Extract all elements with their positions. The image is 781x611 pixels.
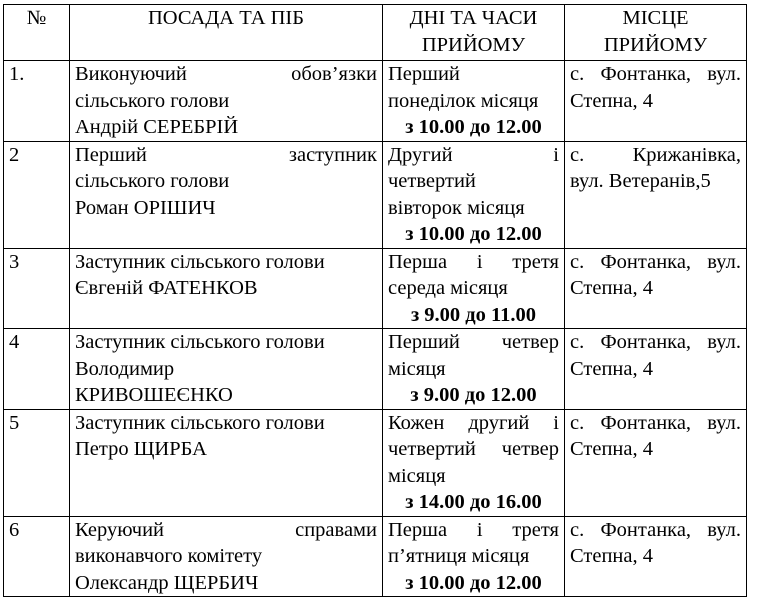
reception-schedule-table	[3, 4, 747, 597]
position-cell	[70, 141, 383, 248]
person-name: Роман ОРІШИЧ	[75, 196, 216, 219]
row-number: 5	[9, 411, 20, 434]
reception-time-cell	[383, 329, 565, 410]
reception-days-line: понеділок місяця	[388, 89, 539, 112]
reception-place-line: с. Фонтанка, вул.	[570, 331, 741, 353]
reception-hours: з 14.00 до 16.00	[405, 491, 542, 513]
row-number-cell	[4, 516, 70, 597]
position-line: Заступник сільського голови	[75, 331, 325, 353]
reception-hours: з 10.00 до 12.00	[405, 116, 542, 138]
position-line: сільського голови	[75, 89, 230, 112]
header-time-line2: ПРИЙОМУ	[421, 33, 526, 56]
reception-place-cell	[565, 248, 747, 329]
reception-time-cell	[383, 248, 565, 329]
reception-place-line: Степна, 4	[570, 438, 654, 460]
reception-place-cell	[565, 329, 747, 410]
header-num-text: №	[26, 7, 47, 29]
person-name: КРИВОШЕЄНКО	[75, 384, 233, 406]
row-number: 3	[9, 250, 20, 273]
header-row	[4, 5, 747, 61]
position-line: Перший заступник	[75, 143, 377, 166]
row-number: 2	[9, 143, 20, 166]
reception-place-line: Степна, 4	[570, 89, 654, 112]
position-cell	[70, 409, 383, 516]
reception-time-cell	[383, 141, 565, 248]
table-row	[4, 141, 747, 248]
reception-days-line: місяця	[388, 464, 446, 487]
header-time	[383, 5, 565, 61]
person-name: Євгеній ФАТЕНКОВ	[75, 277, 258, 299]
table-row	[4, 409, 747, 516]
reception-place-line: с. Фонтанка, вул.	[570, 518, 741, 541]
reception-place-line: Степна, 4	[570, 277, 654, 299]
row-number-cell	[4, 248, 70, 329]
row-number: 4	[9, 331, 20, 353]
reception-days-line: Перший	[388, 63, 460, 85]
person-name: Олександр ЩЕРБИЧ	[75, 571, 259, 594]
reception-days-line: вівторок місяця	[388, 196, 525, 219]
reception-time-cell	[383, 409, 565, 516]
row-number-cell	[4, 329, 70, 410]
reception-hours: з 9.00 до 11.00	[410, 303, 537, 326]
reception-days-line: Перша і третя	[388, 250, 559, 273]
position-line: Керуючий справами	[75, 518, 377, 541]
row-number-cell	[4, 61, 70, 142]
position-line: сільського голови	[75, 170, 230, 192]
person-name: Андрій СЕРЕБРІЙ	[75, 116, 239, 138]
header-time-line1: ДНІ ТА ЧАСИ	[409, 7, 538, 29]
row-number: 1.	[9, 63, 25, 85]
reception-place-cell	[565, 141, 747, 248]
reception-hours: з 10.00 до 12.00	[405, 223, 542, 245]
position-cell	[70, 248, 383, 329]
reception-hours: з 10.00 до 12.00	[405, 571, 542, 594]
table-row	[4, 248, 747, 329]
reception-days-line: четвертий четвер	[388, 438, 559, 460]
header-place-line1: МІСЦЕ	[622, 7, 689, 29]
position-cell	[70, 329, 383, 410]
table-row	[4, 329, 747, 410]
position-cell	[70, 61, 383, 142]
row-number: 6	[9, 518, 20, 541]
reception-hours: з 9.00 до 12.00	[410, 384, 537, 406]
header-position-text: ПОСАДА ТА ПІБ	[147, 7, 305, 29]
reception-place-cell	[565, 409, 747, 516]
header-place-line2: ПРИЙОМУ	[603, 33, 708, 56]
reception-place-line: с. Фонтанка, вул.	[570, 411, 741, 434]
reception-place-line: с. Фонтанка, вул.	[570, 63, 741, 85]
reception-days-line: Другий і	[388, 143, 559, 166]
reception-place-line: с. Фонтанка, вул.	[570, 250, 741, 273]
reception-days-line: п’ятниця місяця	[388, 545, 530, 567]
header-num	[4, 5, 70, 61]
reception-time-cell	[383, 61, 565, 142]
reception-time-cell	[383, 516, 565, 597]
row-number-cell	[4, 409, 70, 516]
position-line: виконавчого комітету	[75, 545, 263, 567]
position-cell	[70, 516, 383, 597]
reception-days-line: Перший четвер	[388, 331, 559, 353]
reception-days-line: Перша і третя	[388, 518, 559, 541]
reception-place-line: Степна, 4	[570, 545, 654, 567]
person-name: Петро ЩИРБА	[75, 438, 207, 460]
reception-days-line: четвертий	[388, 170, 476, 192]
table-row	[4, 516, 747, 597]
table-row	[4, 61, 747, 142]
position-line: Виконуючий обов’язки	[75, 63, 377, 85]
header-position	[70, 5, 383, 61]
position-line: Заступник сільського голови	[75, 250, 325, 273]
position-line: Заступник сільського голови	[75, 411, 325, 434]
reception-days-line: місяця	[388, 357, 446, 380]
header-place	[565, 5, 747, 61]
reception-place-cell	[565, 516, 747, 597]
reception-place-line: Степна, 4	[570, 357, 654, 380]
reception-place-cell	[565, 61, 747, 142]
reception-place-line: вул. Ветеранів,5	[570, 170, 711, 192]
reception-days-line: середа місяця	[388, 277, 508, 299]
position-line: Володимир	[75, 357, 175, 380]
row-number-cell	[4, 141, 70, 248]
reception-place-line: с. Крижанівка,	[570, 143, 741, 166]
reception-days-line: Кожен другий і	[388, 411, 559, 434]
